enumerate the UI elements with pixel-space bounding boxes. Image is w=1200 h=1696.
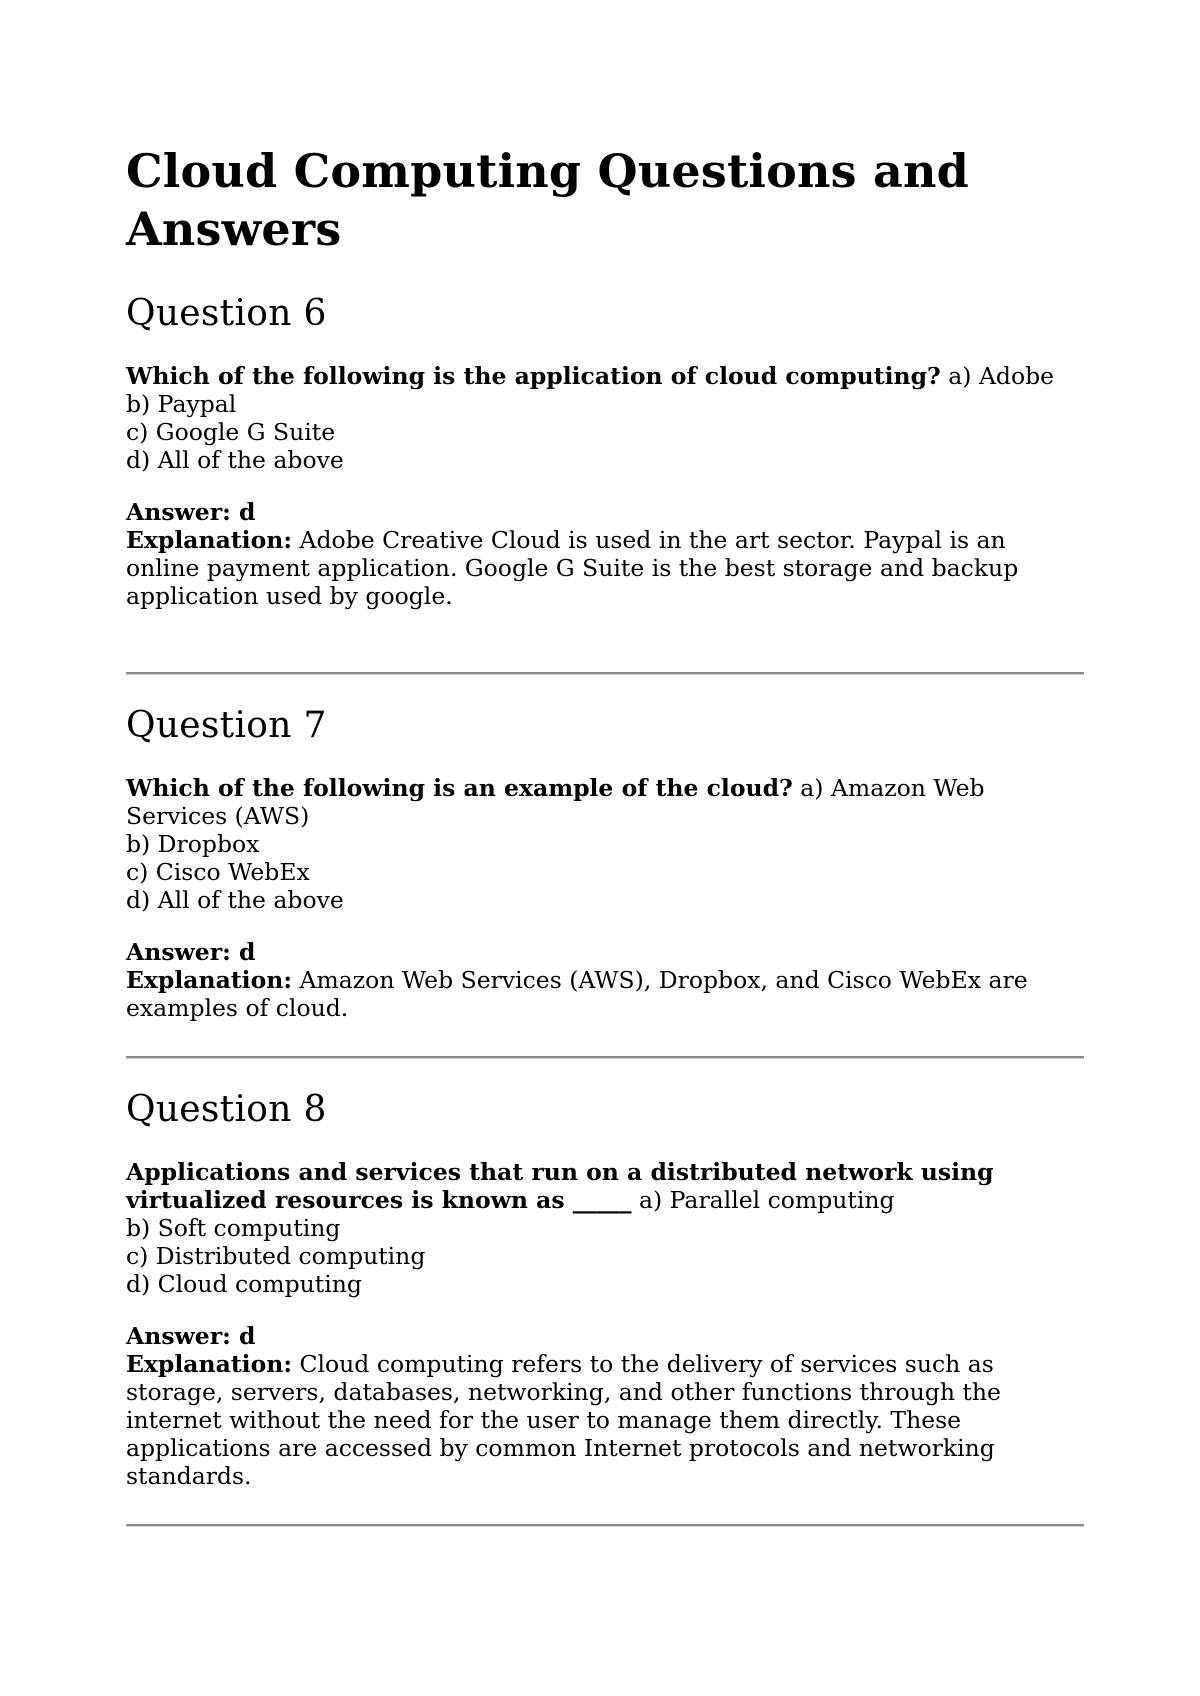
option-a: a) Amazon Web Services (AWS) [126, 774, 985, 830]
answer-line: Answer: d [126, 938, 256, 966]
question-text [126, 1158, 1086, 1214]
option-d: d) All of the above [126, 886, 344, 914]
answer-line: Answer: d [126, 498, 256, 526]
question-heading: Question 8 [126, 1089, 327, 1130]
option-d: d) Cloud computing [126, 1270, 362, 1298]
question-prompt: Which of the following is the application of cloud computing? [126, 362, 941, 390]
explanation-text: Adobe Creative Cloud is used in the art sector. Paypal is an online payment application. Google G Suite is the best storage and backup application used by google. [126, 526, 1019, 610]
answer-section [126, 938, 1086, 1022]
option-b: b) Soft computing [126, 1214, 341, 1242]
question-text [126, 774, 1086, 830]
answer-line: Answer: d [126, 1322, 256, 1350]
question-text [126, 362, 1086, 390]
question-block-7 [126, 704, 1086, 1022]
question-block-6 [126, 292, 1086, 610]
section-divider [126, 1056, 1084, 1059]
explanation-label: Explanation: [126, 1350, 293, 1378]
option-c: c) Google G Suite [126, 418, 336, 446]
question-prompt: Applications and services that run on a distributed network using virtualized resources is known as _____ [126, 1158, 994, 1214]
question-block-8 [126, 1088, 1086, 1490]
explanation-text: Cloud computing refers to the delivery of services such as storage, servers, databases, networking, and other functions through the internet without the need for the user to manage them directly. These applications are accessed by common Internet protocols and networking standards. [126, 1350, 1001, 1490]
section-divider [126, 672, 1084, 675]
answer-section [126, 498, 1086, 610]
option-d: d) All of the above [126, 446, 344, 474]
option-a: a) Parallel computing [639, 1186, 895, 1214]
explanation-label: Explanation: [126, 526, 293, 554]
answer-section [126, 1322, 1086, 1490]
option-b: b) Paypal [126, 390, 237, 418]
explanation-label: Explanation: [126, 966, 293, 994]
question-heading: Question 6 [126, 293, 327, 334]
question-heading: Question 7 [126, 705, 327, 746]
explanation [126, 526, 1086, 610]
option-c: c) Distributed computing [126, 1242, 426, 1270]
explanation [126, 1350, 1086, 1490]
option-c: c) Cisco WebEx [126, 858, 310, 886]
option-a: a) Adobe [948, 362, 1055, 390]
section-divider [126, 1524, 1084, 1527]
explanation [126, 966, 1086, 1022]
explanation-text: Amazon Web Services (AWS), Dropbox, and Cisco WebEx are examples of cloud. [126, 966, 1028, 1022]
option-b: b) Dropbox [126, 830, 260, 858]
question-prompt: Which of the following is an example of the cloud? [126, 774, 793, 802]
page-title: Cloud Computing Questions and Answers [126, 144, 969, 256]
